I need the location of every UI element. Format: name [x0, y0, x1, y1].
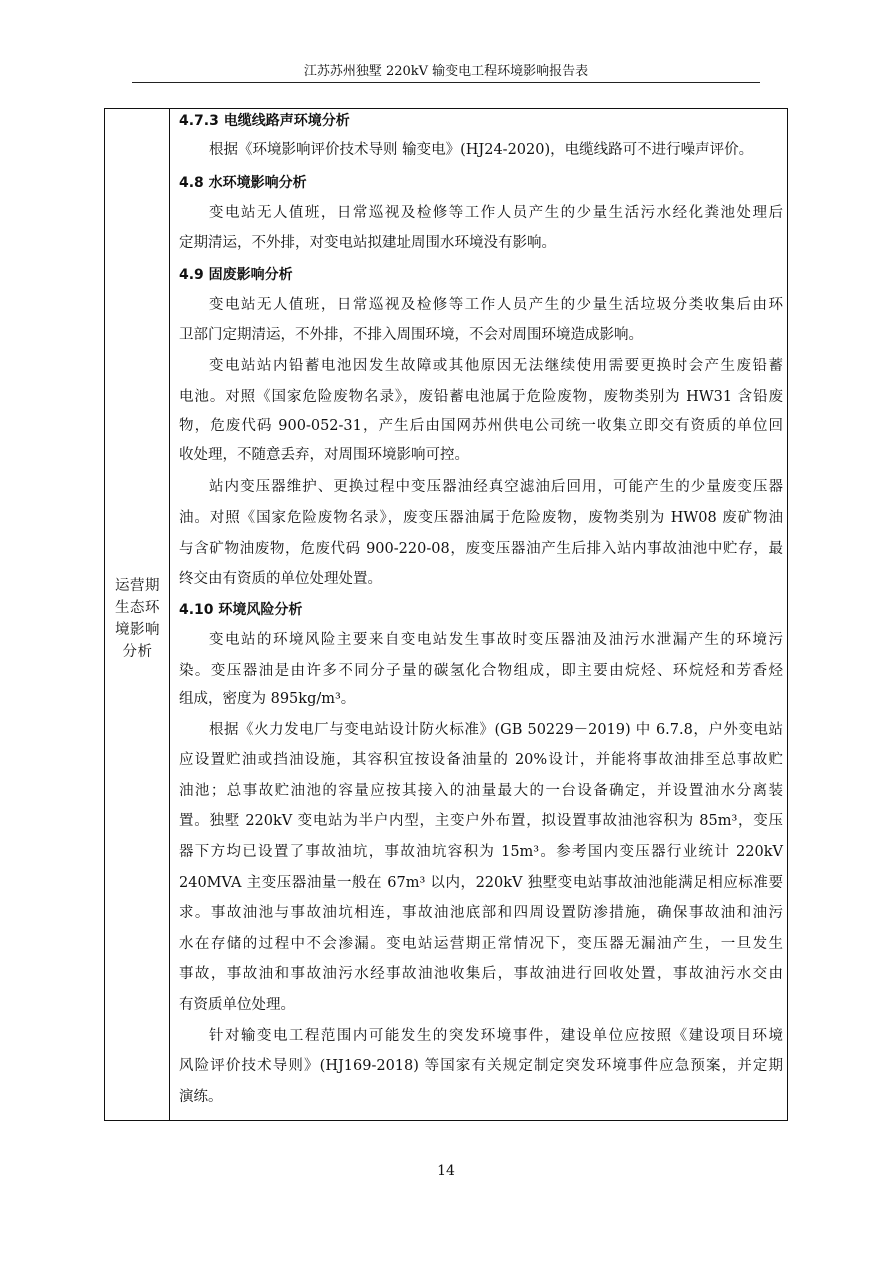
category-label-line: 运营期	[115, 578, 160, 594]
paragraph-line: 水在存储的过程中不会渗漏。变电站运营期正常情况下，变压器无漏油产生，一旦发生	[179, 936, 783, 952]
paragraph-line: 变电站无人值班，日常巡视及检修等工作人员产生的少量生活污水经化粪池处理后	[209, 205, 783, 221]
category-column	[105, 109, 170, 1120]
paragraph-line: 变电站的环境风险主要来自变电站发生事故时变压器油及油污水泄漏产生的环境污	[209, 632, 783, 648]
paragraph-line: 终交由有资质的单位处理处置。	[179, 571, 382, 587]
content-table	[104, 108, 788, 1121]
category-label-line: 境影响	[115, 622, 160, 638]
paragraph-line: 变电站无人值班，日常巡视及检修等工作人员产生的少量生活垃圾分类收集后由环	[209, 297, 783, 313]
paragraph-line: 事故，事故油和事故油污水经事故油池收集后，事故油进行回收处置，事故油污水交由	[179, 966, 783, 982]
paragraph-line: 根据《环境影响评价技术导则 输变电》(HJ24-2020)，电缆线路可不进行噪声评价。	[209, 142, 754, 158]
paragraph-line: 定期清运，不外排，对变电站拟建址周围水环境没有影响。	[179, 235, 556, 251]
category-label-line: 生态环	[115, 600, 160, 616]
paragraph-line: 卫部门定期清运，不外排，不排入周围环境，不会对周围环境造成影响。	[179, 327, 643, 343]
paragraph-line: 器下方均已设置了事故油坑，事故油坑容积为 15m³。参考国内变压器行业统计 220kV	[179, 844, 783, 860]
section-heading: 4.9 固废影响分析	[179, 267, 293, 283]
paragraph-line: 染。变压器油是由许多不同分子量的碳氢化合物组成，即主要由烷烃、环烷烃和芳香烃	[179, 663, 783, 679]
page-number: 14	[437, 1163, 455, 1179]
paragraph-line: 求。事故油池与事故油坑相连，事故油池底部和四周设置防渗措施，确保事故油和油污	[179, 905, 783, 921]
section-heading: 4.7.3 电缆线路声环境分析	[179, 113, 350, 129]
paragraph-line: 收处理，不随意丢弃，对周围环境影响可控。	[179, 447, 469, 463]
paragraph-line: 置。独墅 220kV 变电站为半户内型，主变户外布置，拟设置事故油池容积为 85m³，变压	[179, 813, 783, 829]
paragraph-line: 与含矿物油废物，危废代码 900-220-08，废变压器油产生后排入站内事故油池中贮存，最	[179, 541, 783, 557]
paragraph-line: 油。对照《国家危险废物名录》，废变压器油属于危险废物，废物类别为 HW08 废矿物油	[179, 510, 783, 526]
paragraph-line: 根据《火力发电厂与变电站设计防火标准》(GB 50229－2019) 中 6.7.8，户外变电站	[209, 722, 783, 738]
category-label-line: 分析	[122, 644, 153, 660]
category-label	[105, 575, 170, 663]
paragraph-line: 变电站站内铅蓄电池因发生故障或其他原因无法继续使用需要更换时会产生废铅蓄	[209, 358, 783, 374]
section-heading: 4.8 水环境影响分析	[179, 175, 307, 191]
report-header: 江苏苏州独墅 220kV 输变电工程环境影响报告表	[132, 62, 760, 83]
paragraph-line: 站内变压器维护、更换过程中变压器油经真空滤油后回用，可能产生的少量废变压器	[209, 479, 783, 495]
paragraph-line: 组成，密度为 895kg/m³。	[179, 691, 356, 707]
paragraph-line: 演练。	[179, 1089, 223, 1105]
paragraph-line: 240MVA 主变压器油量一般在 67m³ 以内，220kV 独墅变电站事故油池能满足相应标准要	[179, 875, 783, 891]
paragraph-line: 风险评价技术导则》(HJ169-2018) 等国家有关规定制定突发环境事件应急预案，并定期	[179, 1058, 783, 1074]
paragraph-line: 有资质单位处理。	[179, 997, 295, 1013]
section-heading: 4.10 环境风险分析	[179, 602, 303, 618]
paragraph-line: 针对输变电工程范围内可能发生的突发环境事件，建设单位应按照《建设项目环境	[209, 1028, 783, 1044]
paragraph-line: 油池；总事故贮油池的容量应按其接入的油量最大的一台设备确定，并设置油水分离装	[179, 783, 783, 799]
paragraph-line: 电池。对照《国家危险废物名录》，废铅蓄电池属于危险废物，废物类别为 HW31 含铅废	[179, 389, 783, 405]
paragraph-line: 物，危废代码 900-052-31，产生后由国网苏州供电公司统一收集立即交有资质的单位回	[179, 418, 783, 434]
paragraph-line: 应设置贮油或挡油设施，其容积宜按设备油量的 20%设计，并能将事故油排至总事故贮	[179, 752, 783, 768]
